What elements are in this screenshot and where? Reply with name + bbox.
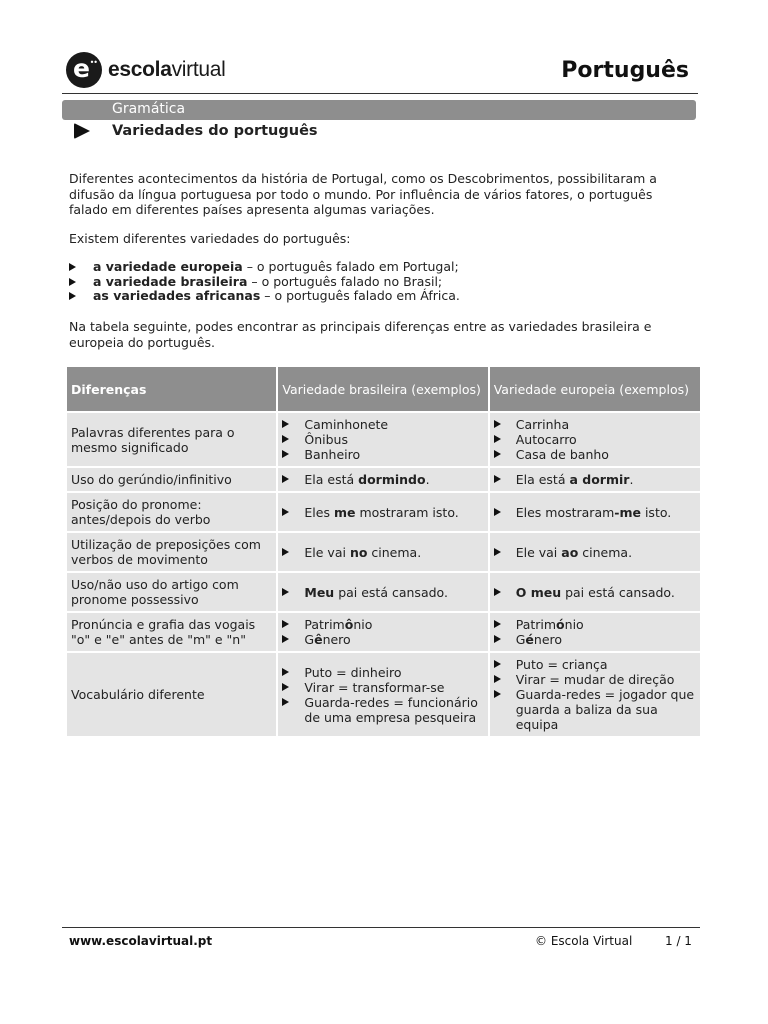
example-item [282, 417, 483, 432]
triangle-bullet-icon [282, 435, 289, 443]
example-segment: Autocarro [515, 432, 577, 447]
example-text [304, 585, 483, 600]
triangle-bullet-icon [69, 263, 76, 271]
example-list [494, 505, 696, 520]
example-segment: cinema. [578, 544, 633, 560]
example-text [304, 447, 483, 462]
highlight-text: O meu [515, 584, 562, 600]
example-segment: Patrim [515, 617, 557, 632]
triangle-bullet-icon [282, 668, 289, 676]
european-example-cell [489, 612, 701, 652]
differences-table [65, 365, 702, 738]
example-item [494, 657, 696, 672]
example-item [494, 672, 696, 687]
triangle-bullet-icon [282, 508, 289, 516]
example-text [304, 417, 483, 432]
footer-divider [62, 927, 700, 928]
example-text [304, 472, 483, 487]
table-row [66, 572, 701, 612]
example-list [282, 472, 483, 487]
brazilian-example-cell [277, 412, 488, 467]
example-segment: Casa de banho [515, 447, 609, 462]
highlight-text: no [349, 544, 368, 560]
highlight-text: -me [614, 504, 641, 520]
triangle-bullet-icon [494, 620, 501, 628]
example-segment: pai está cansado. [334, 584, 448, 600]
example-text [516, 672, 696, 687]
example-segment: nero [533, 632, 563, 647]
example-item [494, 545, 696, 560]
logo-wordmark: escolavirtual [108, 58, 226, 81]
example-text [304, 632, 483, 647]
example-item [494, 472, 696, 487]
triangle-bullet-icon [69, 278, 76, 286]
example-text [516, 585, 696, 600]
example-item [282, 545, 483, 560]
highlight-text: ao [561, 544, 579, 560]
footer-url[interactable]: www.escolavirtual.pt [69, 934, 213, 948]
example-text [304, 545, 483, 560]
example-text [516, 447, 696, 462]
table-header-row [66, 366, 701, 412]
section-bar [62, 100, 696, 120]
brazilian-example-cell [277, 467, 488, 492]
brazilian-example-cell [277, 532, 488, 572]
example-segment: . [425, 472, 430, 487]
table-row [66, 492, 701, 532]
example-segment: G [515, 632, 526, 647]
example-segment: Carrinha [515, 417, 570, 432]
example-text [516, 472, 696, 487]
table-row [66, 532, 701, 572]
triangle-bullet-icon [494, 475, 501, 483]
european-example-cell [489, 532, 701, 572]
triangle-bullet-icon [494, 635, 501, 643]
triangle-bullet-icon [494, 420, 501, 428]
example-segment: pai está cansado. [561, 584, 675, 600]
example-text [515, 687, 699, 732]
example-list [494, 617, 696, 647]
example-text [516, 632, 696, 647]
example-segment: Guarda-redes = funcionário de uma empresa pesqueira [304, 694, 482, 725]
topic-title: Variedades do português [112, 123, 318, 139]
example-segment: Patrim [304, 617, 345, 632]
difference-label: Utilização de preposições com verbos de movimento [66, 532, 277, 572]
highlight-text: Meu [304, 584, 335, 600]
triangle-bullet-icon [494, 548, 501, 556]
highlight-text: ê [314, 632, 323, 647]
example-text [516, 617, 696, 632]
example-segment: Ela está [515, 472, 570, 487]
triangle-bullet-icon [494, 435, 501, 443]
example-text [516, 432, 696, 447]
brazilian-example-cell [277, 492, 488, 532]
example-item [494, 617, 696, 632]
list-item [69, 289, 460, 304]
example-segment: Puto = dinheiro [304, 664, 402, 680]
example-item [282, 617, 483, 632]
triangle-bullet-icon [494, 508, 501, 516]
example-list [282, 585, 483, 600]
triangle-bullet-icon [282, 635, 289, 643]
example-list [282, 617, 483, 647]
triangle-bullet-icon [282, 698, 289, 706]
example-segment: cinema. [367, 544, 422, 560]
triangle-bullet-icon [494, 690, 501, 698]
varieties-list [69, 260, 460, 304]
highlight-text: a dormir [569, 472, 630, 487]
example-item [282, 505, 483, 520]
triangle-bullet-icon [494, 660, 501, 668]
brazilian-example-cell [277, 652, 488, 737]
header-brazilian: Variedade brasileira (exemplos) [277, 366, 488, 412]
example-segment: Ele vai [515, 544, 562, 560]
example-item [282, 585, 483, 600]
variety-description: – o português falado no Brasil; [247, 273, 443, 289]
example-text [304, 505, 483, 520]
example-item [282, 665, 483, 680]
difference-label: Pronúncia e grafia das vogais "o" e "e" antes de "m" e "n" [66, 612, 277, 652]
page-number: 1 / 1 [665, 934, 692, 948]
variety-description: – o português falado em Portugal; [242, 259, 459, 274]
triangle-bullet-icon [494, 588, 501, 596]
example-list [494, 417, 696, 462]
triangle-bullet-icon [69, 292, 76, 300]
example-list [282, 505, 483, 520]
triangle-bullet-icon [282, 548, 289, 556]
example-segment: Virar = mudar de direção [515, 672, 675, 687]
example-text [516, 417, 696, 432]
subject-title: Português [561, 58, 689, 83]
variety-name: a variedade europeia [93, 259, 243, 274]
triangle-bullet-icon [494, 675, 501, 683]
difference-label: Uso/não uso do artigo com pronome possessivo [66, 572, 277, 612]
example-text [304, 665, 483, 680]
example-segment: Ônibus [304, 432, 348, 447]
example-text [304, 680, 483, 695]
example-item [494, 417, 696, 432]
example-text [516, 657, 696, 672]
example-item [282, 632, 483, 647]
escola-virtual-logo [66, 52, 226, 88]
example-text [516, 545, 696, 560]
example-item [494, 632, 696, 647]
example-list [494, 585, 696, 600]
highlight-text: ô [344, 617, 354, 632]
example-list [494, 545, 696, 560]
list-item [69, 260, 460, 275]
example-segment: nio [353, 617, 373, 632]
european-example-cell [489, 572, 701, 612]
example-item [494, 585, 696, 600]
example-list [494, 472, 696, 487]
example-segment: mostraram isto. [355, 504, 459, 520]
example-segment: Ele vai [304, 544, 350, 560]
table-intro: Na tabela seguinte, podes encontrar as principais diferenças entre as variedades brasileira e europeia do português. [69, 319, 652, 350]
example-item [494, 432, 696, 447]
table-row [66, 652, 701, 737]
european-example-cell [489, 492, 701, 532]
triangle-bullet-icon [282, 475, 289, 483]
example-segment: nero [322, 632, 351, 647]
european-example-cell [489, 467, 701, 492]
example-item [494, 505, 696, 520]
table-row [66, 467, 701, 492]
example-item [494, 687, 699, 732]
example-segment: isto. [640, 504, 672, 520]
example-list [282, 417, 483, 462]
example-text [516, 505, 696, 520]
difference-label: Palavras diferentes para o mesmo significado [66, 412, 277, 467]
brazilian-example-cell [277, 572, 488, 612]
example-text [304, 432, 483, 447]
table-row [66, 412, 701, 467]
example-list [282, 545, 483, 560]
example-segment: Puto = criança [515, 657, 608, 672]
triangle-bullet-icon [494, 450, 501, 458]
varieties-lead: Existem diferentes variedades do português: [69, 231, 351, 246]
triangle-bullet-icon [282, 450, 289, 458]
european-example-cell [489, 652, 701, 737]
logo-mark-icon: e •• [66, 52, 102, 88]
variety-description: – o português falado em África. [260, 288, 460, 303]
header-differences: Diferenças [66, 366, 277, 412]
example-segment: Eles mostraram [515, 504, 615, 520]
example-segment: Banheiro [304, 447, 361, 462]
highlight-text: me [333, 504, 356, 520]
example-text [304, 617, 483, 632]
example-item [282, 695, 483, 725]
example-segment: Guarda-redes = jogador que guarda a baliza da sua equipa [515, 687, 699, 732]
difference-label: Uso do gerúndio/infinitivo [66, 467, 277, 492]
difference-label: Posição do pronome: antes/depois do verbo [66, 492, 277, 532]
triangle-bullet-icon [282, 420, 289, 428]
header-divider [62, 93, 698, 94]
example-segment: Caminhonete [304, 417, 389, 432]
highlight-text: dormindo [358, 472, 426, 487]
example-list [282, 665, 483, 725]
example-text [304, 695, 483, 725]
example-item [282, 680, 483, 695]
example-list [494, 657, 699, 732]
triangle-bullet-icon [282, 620, 289, 628]
example-segment: . [629, 472, 634, 487]
header-european: Variedade europeia (exemplos) [489, 366, 701, 412]
example-segment: Ela está [304, 472, 359, 487]
arrow-bullet-icon [74, 123, 90, 139]
footer-copyright: © Escola Virtual [535, 934, 633, 948]
difference-label: Vocabulário diferente [66, 652, 277, 737]
european-example-cell [489, 412, 701, 467]
list-item [69, 275, 460, 290]
example-segment: G [304, 632, 315, 647]
highlight-text: ó [556, 617, 565, 632]
example-segment: Eles [304, 504, 334, 520]
example-item [282, 447, 483, 462]
example-segment: nio [564, 617, 584, 632]
example-item [282, 472, 483, 487]
intro-paragraph: Diferentes acontecimentos da história de Portugal, como os Descobrimentos, possibilitaram a difusão da língua portuguesa por todo o mundo. Por influência de vários fatores, o português falado em diferentes países apresenta algumas variações. [69, 171, 657, 217]
example-item [282, 432, 483, 447]
triangle-bullet-icon [282, 683, 289, 691]
brazilian-example-cell [277, 612, 488, 652]
example-item [494, 447, 696, 462]
highlight-text: é [525, 632, 534, 647]
example-segment: Virar = transformar-se [304, 679, 445, 695]
section-label: Gramática [112, 101, 186, 117]
variety-name: as variedades africanas [93, 288, 261, 303]
variety-name: a variedade brasileira [93, 273, 248, 289]
table-row [66, 612, 701, 652]
topic-heading [74, 123, 318, 139]
triangle-bullet-icon [282, 588, 289, 596]
